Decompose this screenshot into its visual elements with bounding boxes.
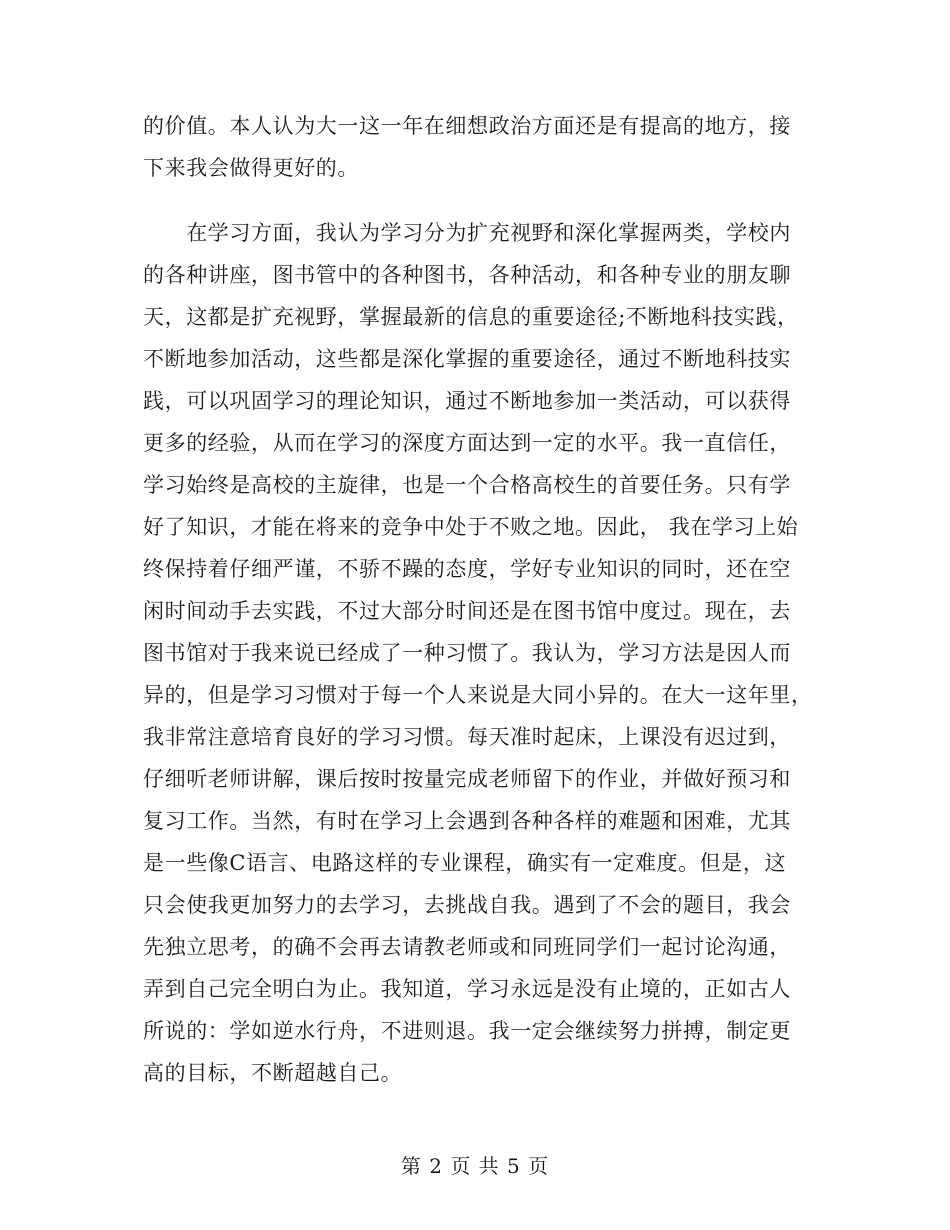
text-line: 弄到自己完全明白为止。我知道，学习永远是没有止境的，正如古人 — [143, 977, 791, 1001]
text-line: 只会使我更加努力的去学习，去挑战自我。遇到了不会的题目，我会 — [143, 893, 791, 917]
text-line: 我非常注意培育良好的学习习惯。每天准时起床，上课没有迟过到， — [143, 725, 791, 749]
text-line: 不断地参加活动，这些都是深化掌握的重要途径，通过不断地科技实 — [143, 347, 791, 371]
text-line: 高的目标，不断超越自己。 — [143, 1061, 403, 1085]
text-line: 更多的经验，从而在学习的深度方面达到一定的水平。我一直信任， — [143, 431, 791, 455]
text-line: 下来我会做得更好的。 — [143, 156, 359, 180]
text-line: 是一些像C语言、电路这样的专业课程，确实有一定难度。但是，这 — [143, 851, 787, 875]
text-line: 的价值。本人认为大一这一年在细想政治方面还是有提高的地方，接 — [143, 114, 791, 138]
text-line: 好了知识，才能在将来的竞争中处于不败之地。因此， 我在学习上始 — [143, 515, 799, 539]
text-line: 图书馆对于我来说已经成了一种习惯了。我认为，学习方法是因人而 — [143, 641, 791, 665]
text-line: 在学习方面，我认为学习分为扩充视野和深化掌握两类，学校内 — [143, 221, 791, 245]
text-line: 践，可以巩固学习的理论知识，通过不断地参加一类活动，可以获得 — [143, 389, 791, 413]
text-line: 仔细听老师讲解，课后按时按量完成老师留下的作业，并做好预习和 — [143, 767, 791, 791]
text-line: 的各种讲座，图书管中的各种图书，各种活动，和各种专业的朋友聊 — [143, 263, 791, 287]
text-line: 所说的：学如逆水行舟，不进则退。我一定会继续努力拼搏，制定更 — [143, 1019, 791, 1043]
text-line: 闲时间动手去实践，不过大部分时间还是在图书馆中度过。现在，去 — [143, 599, 791, 623]
text-line: 先独立思考，的确不会再去请教老师或和同班同学们一起讨论沟通， — [143, 935, 791, 959]
text-line: 天，这都是扩充视野，掌握最新的信息的重要途径;不断地科技实践， — [143, 305, 799, 329]
text-line: 异的，但是学习习惯对于每一个人来说是大同小异的。在大一这年里， — [143, 683, 813, 707]
page-number-footer: 第 2 页 共 5 页 — [400, 1154, 550, 1178]
text-line: 学习始终是高校的主旋律，也是一个合格高校生的首要任务。只有学 — [143, 473, 791, 497]
text-line: 复习工作。当然，有时在学习上会遇到各种各样的难题和困难，尤其 — [143, 809, 791, 833]
text-line: 终保持着仔细严谨，不骄不躁的态度，学好专业知识的同时，还在空 — [143, 557, 791, 581]
